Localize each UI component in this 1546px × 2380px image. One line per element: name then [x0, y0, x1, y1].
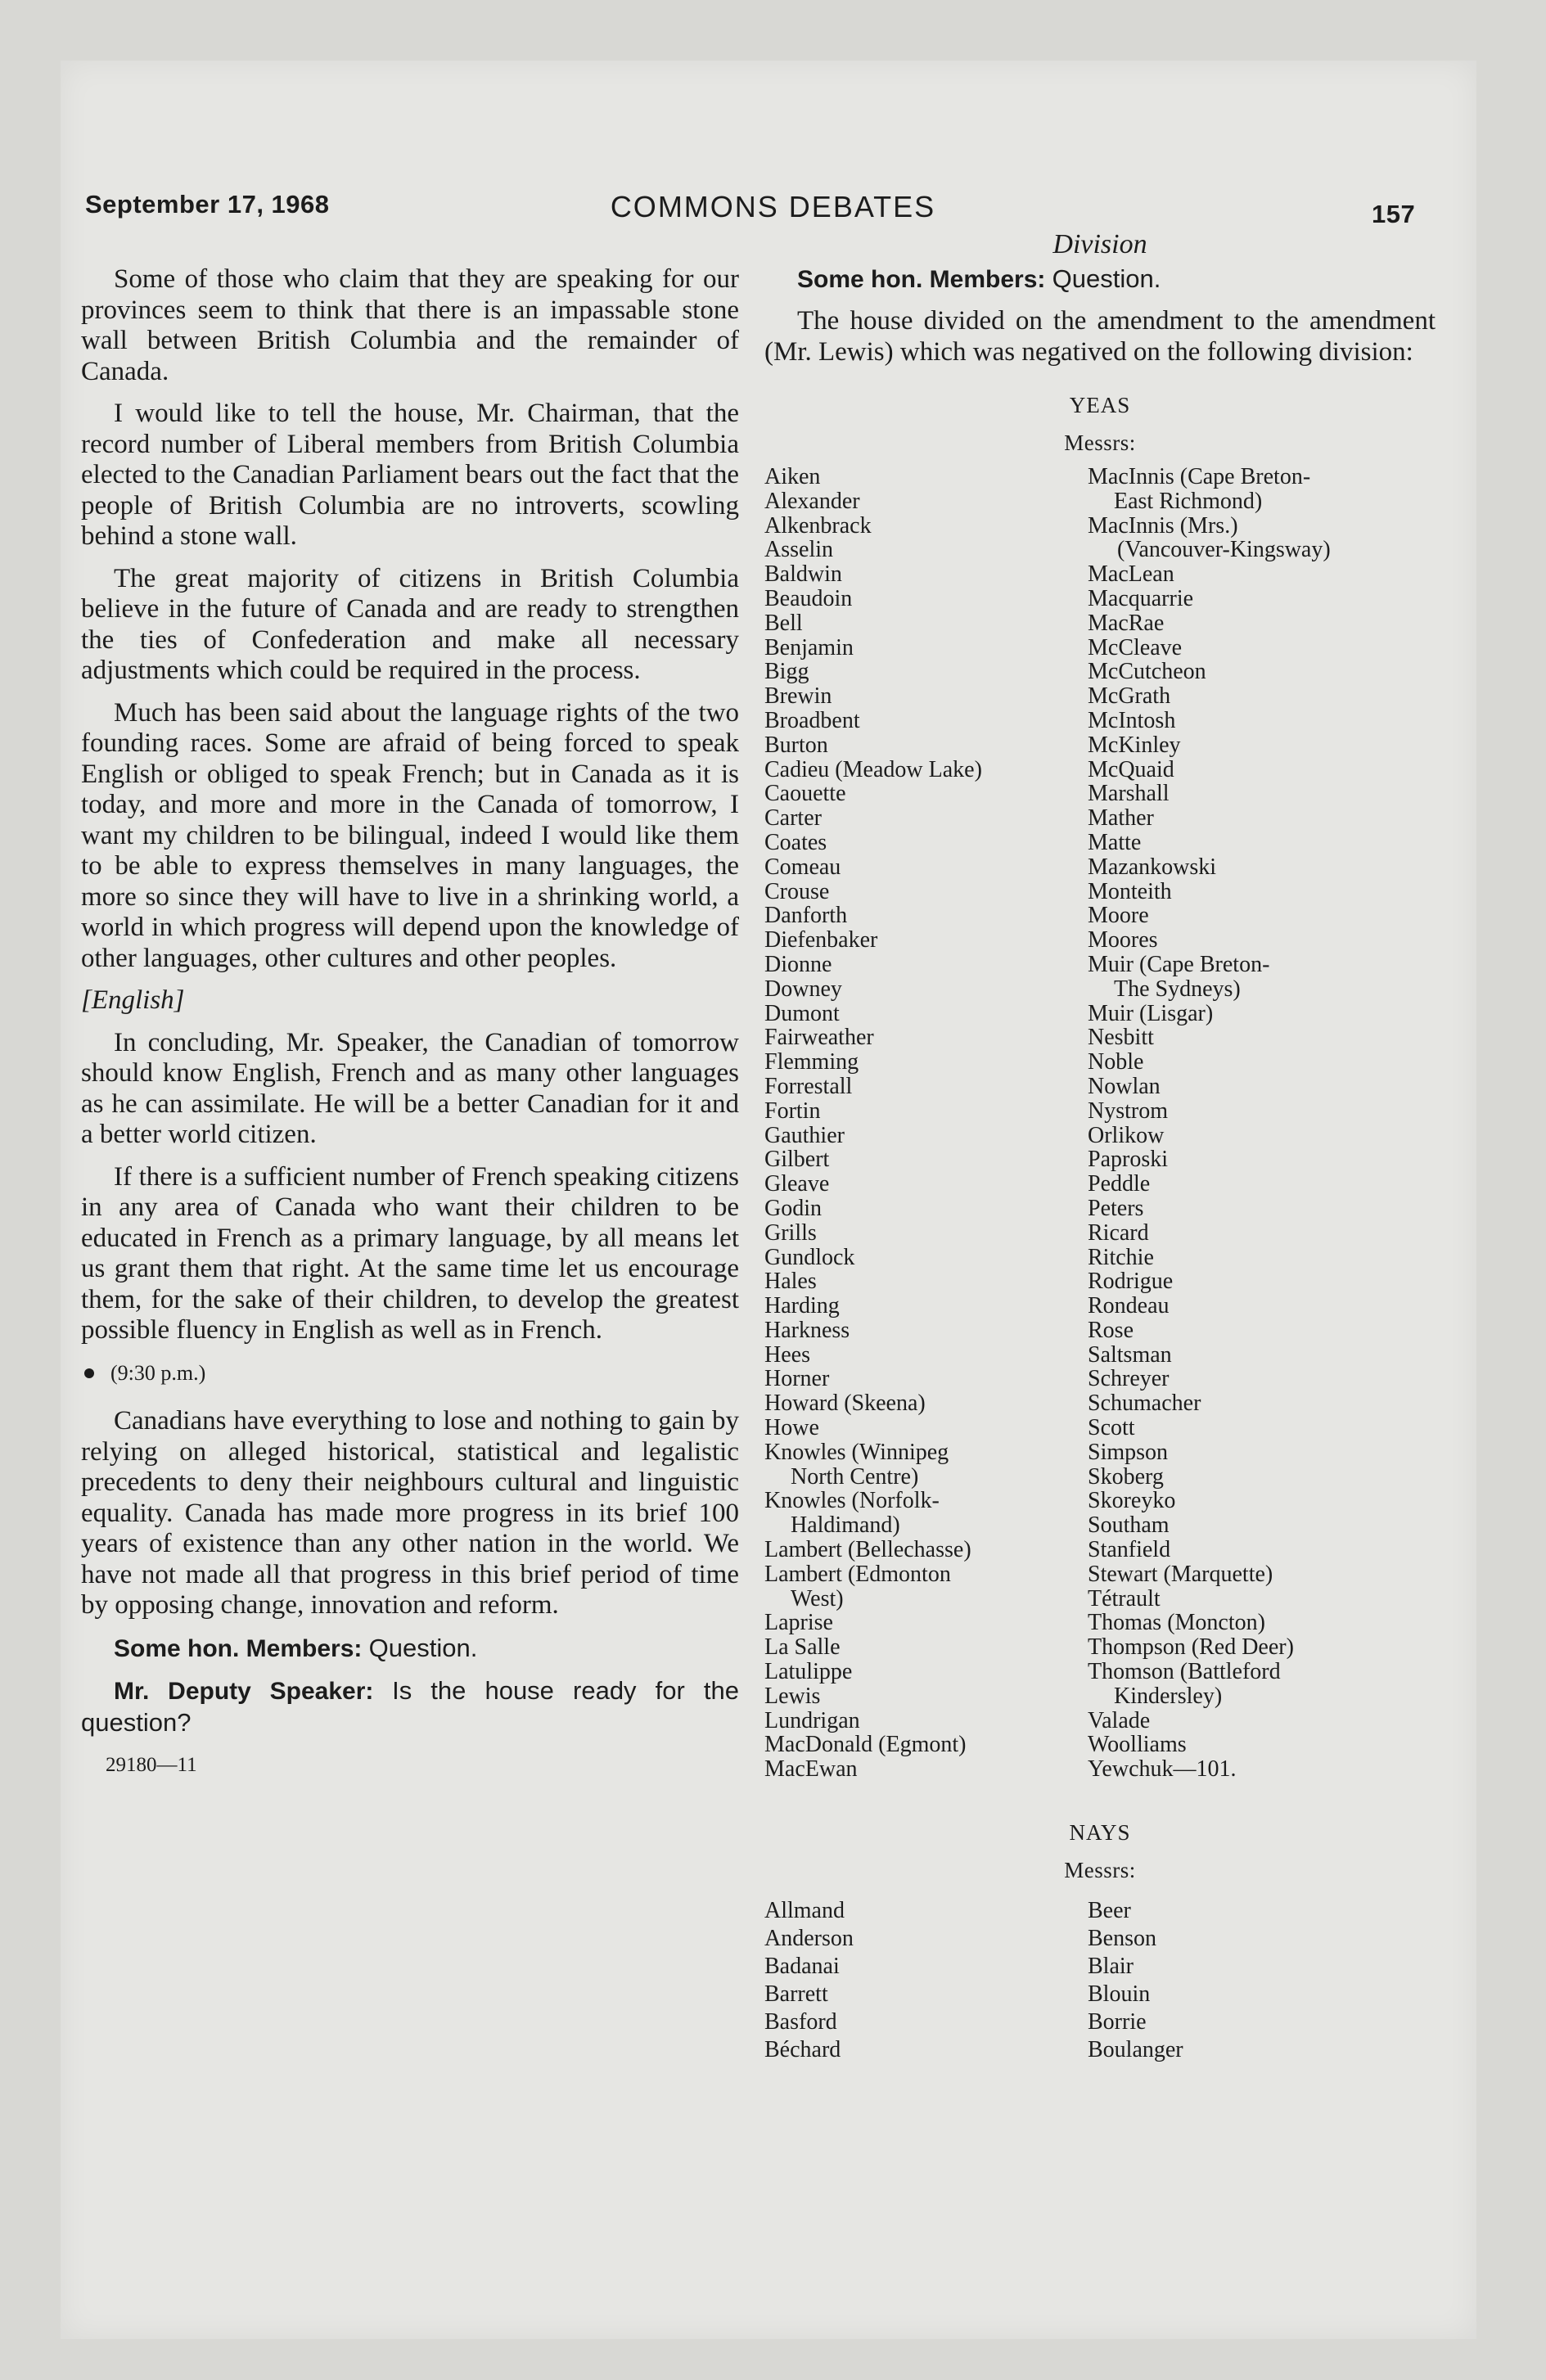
member-name: Grills	[764, 1219, 817, 1246]
member-name: Badanai	[764, 1954, 840, 1980]
member-name: Burton	[764, 732, 828, 758]
member-name: Peters	[1088, 1195, 1144, 1221]
member-name: Saltsman	[1088, 1341, 1172, 1368]
member-name: Downey	[764, 976, 842, 1002]
member-name: Lambert (Bellechasse)	[764, 1537, 971, 1563]
member-name: MacEwan	[764, 1756, 858, 1783]
member-name: Ritchie	[1088, 1244, 1154, 1270]
member-name: MacLean	[1088, 561, 1174, 588]
member-name: Moores	[1088, 927, 1158, 953]
timestamp-text: (9:30 p.m.)	[110, 1360, 206, 1385]
member-name: West)	[791, 1585, 844, 1611]
left-column	[81, 264, 739, 1781]
member-name: Tétrault	[1088, 1585, 1161, 1611]
member-name: Coates	[764, 829, 827, 855]
member-name: Caouette	[764, 781, 846, 807]
member-name: Barrett	[764, 1981, 828, 2008]
paragraph: If there is a sufficient number of French speaking citizens in any area of Canada who want their children to be educated in French as a primary language, by all means let us grant them that right. At the same time let us encourage them, for the sake of their children, to develop the greatest possible fluency in English as well as in French.	[81, 1161, 739, 1345]
speech-text: Question.	[368, 1633, 478, 1662]
member-name: Moore	[1088, 903, 1149, 929]
member-name: Ricard	[1088, 1219, 1149, 1246]
member-name: Noble	[1088, 1049, 1144, 1075]
member-name: Skoberg	[1088, 1463, 1164, 1490]
nays-column-2	[1088, 1897, 1431, 2064]
member-name: McIntosh	[1088, 707, 1176, 733]
member-name: Paproski	[1088, 1147, 1168, 1173]
member-name: McGrath	[1088, 683, 1171, 710]
member-name: Béchard	[764, 2037, 841, 2063]
member-name: Godin	[764, 1195, 822, 1221]
member-name: Alexander	[764, 488, 860, 514]
member-name: Woolliams	[1088, 1732, 1187, 1758]
member-name: MacDonald (Egmont)	[764, 1732, 967, 1758]
member-name: Mazankowski	[1088, 854, 1217, 880]
member-name: Cadieu (Meadow Lake)	[764, 756, 982, 782]
member-name: Hales	[764, 1269, 817, 1295]
member-name: Schreyer	[1088, 1366, 1170, 1392]
member-name: Schumacher	[1088, 1391, 1201, 1417]
member-name: Bigg	[764, 659, 809, 685]
member-name: Horner	[764, 1366, 830, 1392]
member-name: Stanfield	[1088, 1537, 1171, 1563]
nays-list	[764, 1897, 1436, 2064]
member-name: Beer	[1088, 1898, 1131, 1924]
member-name: Danforth	[764, 903, 848, 929]
member-name: Monteith	[1088, 878, 1172, 904]
yeas-list	[764, 465, 1436, 1782]
member-name: Bell	[764, 610, 803, 636]
member-name: Knowles (Winnipeg	[764, 1439, 949, 1465]
member-name: Asselin	[764, 537, 833, 563]
yeas-messrs: Messrs:	[1064, 430, 1136, 455]
member-name: Allmand	[764, 1898, 845, 1924]
member-name: Nesbitt	[1088, 1025, 1154, 1051]
member-name: Stewart (Marquette)	[1088, 1561, 1273, 1587]
member-name: Muir (Cape Breton-	[1088, 951, 1270, 977]
member-name: Knowles (Norfolk-	[764, 1488, 940, 1514]
member-name: Matte	[1088, 829, 1142, 855]
member-name: Lambert (Edmonton	[764, 1561, 951, 1587]
member-name: Rondeau	[1088, 1293, 1170, 1319]
paragraph: Much has been said about the language rights of the two founding races. Some are afraid of being forced to speak English or obliged to speak French; but in Canada as it is today, and more and more in the Canada of tomorrow, I want my children to be bilingual, indeed I would like them to be able to express themselves in many languages, the more so since they will have to live in a shrinking world, a world in which progress will depend upon the knowledge of other languages, other cultures and other peoples.	[81, 697, 739, 973]
member-name: The Sydneys)	[1114, 976, 1241, 1002]
member-name: Benson	[1088, 1926, 1156, 1952]
language-marker: [English]	[81, 985, 185, 1015]
member-name: Simpson	[1088, 1439, 1169, 1465]
yeas-column-1	[764, 465, 1088, 1782]
member-name: Flemming	[764, 1049, 859, 1075]
member-name: Baldwin	[764, 561, 842, 588]
member-name: Fortin	[764, 1098, 821, 1124]
member-name: Haldimand)	[791, 1512, 900, 1539]
member-name: Thompson (Red Deer)	[1088, 1634, 1294, 1661]
member-name: Carter	[764, 805, 822, 832]
member-name: Broadbent	[764, 707, 860, 733]
paragraph: I would like to tell the house, Mr. Chairman, that the record number of Liberal members from British Columbia elected to the Canadian Parliament bears out the fact that the people of British Columbia are no introverts, scowling behind a stone wall.	[81, 399, 739, 551]
member-name: Gauthier	[764, 1122, 845, 1148]
member-name: MacInnis (Mrs.)	[1088, 512, 1238, 539]
member-name: McCutcheon	[1088, 659, 1206, 685]
yeas-column-2	[1088, 465, 1431, 1782]
division-text: The house divided on the amendment to the amendment (Mr. Lewis) which was negatived on the following division:	[764, 306, 1436, 367]
member-name: Nystrom	[1088, 1098, 1168, 1124]
member-name: East Richmond)	[1114, 488, 1263, 514]
member-name: MacInnis (Cape Breton-	[1088, 464, 1311, 489]
member-name: Thomson (Battleford	[1088, 1659, 1281, 1685]
speaker-name: Some hon. Members:	[797, 265, 1046, 293]
interjection	[81, 1633, 739, 1665]
member-name: Benjamin	[764, 634, 854, 660]
header-date: September 17, 1968	[85, 190, 330, 219]
nays-messrs: Messrs:	[1064, 1857, 1136, 1882]
member-name: Brewin	[764, 683, 832, 710]
member-name: Dionne	[764, 951, 832, 977]
member-name: Macquarrie	[1088, 585, 1194, 611]
member-name: Peddle	[1088, 1171, 1151, 1197]
member-name: Hees	[764, 1341, 810, 1368]
right-column	[764, 229, 1436, 2064]
speech-text: Is the house ready for the question?	[81, 1676, 739, 1737]
timestamp	[81, 1358, 739, 1389]
member-name: Scott	[1088, 1415, 1135, 1441]
nays-heading: NAYS	[1069, 1820, 1131, 1846]
page-number: 157	[1372, 200, 1416, 228]
member-name: Beaudoin	[764, 585, 853, 611]
member-name: Anderson	[764, 1926, 854, 1952]
member-name: McQuaid	[1088, 756, 1174, 782]
header-title: COMMONS DEBATES	[610, 190, 936, 223]
member-name: Blouin	[1088, 1981, 1151, 2008]
member-name: North Centre)	[791, 1463, 919, 1490]
member-name: McCleave	[1088, 634, 1183, 660]
yeas-heading: YEAS	[1069, 393, 1131, 417]
member-name: Alkenbrack	[764, 512, 872, 539]
member-name: Gilbert	[764, 1147, 830, 1173]
member-name: Forrestall	[764, 1073, 853, 1099]
member-name: Lundrigan	[764, 1707, 860, 1733]
member-name: Harding	[764, 1293, 840, 1319]
member-name: Comeau	[764, 854, 841, 880]
footer-number: 29180—11	[106, 1754, 197, 1776]
member-name: La Salle	[764, 1634, 841, 1661]
division-heading: Division	[1052, 229, 1147, 259]
member-name: (Vancouver-Kingsway)	[1117, 537, 1331, 563]
member-name: Gundlock	[764, 1244, 855, 1270]
member-name: Marshall	[1088, 781, 1170, 807]
member-name: Thomas (Moncton)	[1088, 1610, 1265, 1636]
member-name: Fairweather	[764, 1025, 874, 1051]
bullet-icon	[84, 1368, 94, 1378]
paragraph: The great majority of citizens in British Columbia believe in the future of Canada and are ready to strengthen the ties of Confederation and make all necessary adjustments which could be required in the process.	[81, 563, 739, 685]
member-name: Southam	[1088, 1512, 1170, 1539]
member-name: Latulippe	[764, 1659, 853, 1685]
member-name: Howe	[764, 1415, 819, 1441]
member-name: Crouse	[764, 878, 830, 904]
member-name: Blair	[1088, 1954, 1134, 1980]
member-name: Diefenbaker	[764, 927, 878, 953]
member-name: Aiken	[764, 464, 821, 489]
member-name: Nowlan	[1088, 1073, 1161, 1099]
member-name: Boulanger	[1088, 2037, 1183, 2063]
member-name: Kindersley)	[1114, 1683, 1223, 1709]
deputy-speaker-remark	[81, 1675, 739, 1738]
nays-column-1	[764, 1897, 1088, 2064]
member-name: Muir (Lisgar)	[1088, 1000, 1214, 1026]
member-name: McKinley	[1088, 732, 1181, 758]
member-name: Dumont	[764, 1000, 840, 1026]
member-name: Borrie	[1088, 2009, 1147, 2035]
member-name: Valade	[1088, 1707, 1151, 1733]
interjection	[764, 264, 1436, 295]
member-name: Howard (Skeena)	[764, 1391, 926, 1417]
member-name: Mather	[1088, 805, 1154, 832]
member-name: Lewis	[764, 1683, 821, 1709]
member-name: Rose	[1088, 1317, 1134, 1343]
member-name: Laprise	[764, 1610, 833, 1636]
member-name: Basford	[764, 2009, 837, 2035]
member-name: Skoreyko	[1088, 1488, 1176, 1514]
member-name: Rodrigue	[1088, 1269, 1174, 1295]
paragraph: Canadians have everything to lose and nothing to gain by relying on alleged historical, statistical and legalistic precedents to deny their neighbours cultural and linguistic equality. Canada has made more progress in its brief 100 years of existence than any other nation in the world. We have not made all that progress in this brief period of time by opposing change, innovation and reform.	[81, 1406, 739, 1620]
paragraph: In concluding, Mr. Speaker, the Canadian of tomorrow should know English, French and as many other languages as he can assimilate. He will be a better Canadian for it and a better world citizen.	[81, 1027, 739, 1149]
member-name: Yewchuk—101.	[1088, 1756, 1237, 1783]
paragraph: Some of those who claim that they are speaking for our provinces seem to think that there is an impassable stone wall between British Columbia and the remainder of Canada.	[81, 264, 739, 386]
member-name: Orlikow	[1088, 1122, 1165, 1148]
member-name: Gleave	[764, 1171, 830, 1197]
speech-text: Question.	[1052, 264, 1161, 293]
speaker-name: Some hon. Members:	[114, 1634, 363, 1662]
member-name: Harkness	[764, 1317, 850, 1343]
member-name: MacRae	[1088, 610, 1165, 636]
speaker-name: Mr. Deputy Speaker:	[114, 1678, 374, 1705]
